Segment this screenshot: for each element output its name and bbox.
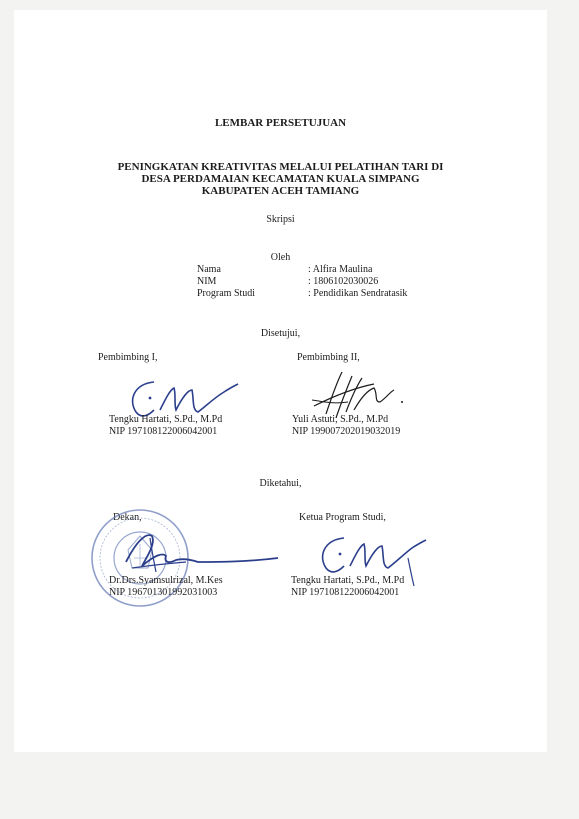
official-2-role: Ketua Program Studi, xyxy=(299,512,386,523)
official-1-nip: NIP 196701301992031003 xyxy=(109,587,218,598)
acknowledged-label: Diketahui, xyxy=(259,478,302,489)
author-nim-label: NIM xyxy=(197,276,217,287)
official-1-role: Dekan, xyxy=(113,512,142,523)
title-line-3: KABUPATEN ACEH TAMIANG xyxy=(201,185,360,197)
title-line-1: PENINGKATAN KREATIVITAS MELALUI PELATIHAN TARI DI xyxy=(117,161,444,173)
author-program-label: Program Studi xyxy=(197,288,256,299)
official-2-nip: NIP 197108122006042001 xyxy=(291,587,400,598)
approved-label: Disetujui, xyxy=(260,328,301,339)
official-2-name: Tengku Hartati, S.Pd., M.Pd xyxy=(291,575,405,586)
document-page xyxy=(14,10,547,752)
supervisor-2-role: Pembimbing II, xyxy=(297,352,360,363)
author-name-value: : Alfira Maulina xyxy=(308,264,373,275)
document-heading: LEMBAR PERSETUJUAN xyxy=(214,117,347,129)
document-type: Skripsi xyxy=(266,214,295,225)
official-1-name: Dr.Drs.Syamsulrizal, M.Kes xyxy=(109,575,223,586)
supervisor-1-role: Pembimbing I, xyxy=(98,352,158,363)
supervisor-2-nip: NIP 199007202019032019 xyxy=(292,426,401,437)
author-name-label: Nama xyxy=(197,264,221,275)
author-by-label: Oleh xyxy=(270,252,291,263)
title-line-2: DESA PERDAMAIAN KECAMATAN KUALA SIMPANG xyxy=(141,173,420,185)
supervisor-1-nip: NIP 197108122006042001 xyxy=(109,426,218,437)
supervisor-1-name: Tengku Hartati, S.Pd., M.Pd xyxy=(109,414,223,425)
author-program-value: : Pendidikan Sendratasik xyxy=(308,288,408,299)
author-nim-value: : 1806102030026 xyxy=(308,276,379,287)
supervisor-2-name: Yuli Astuti, S.Pd., M.Pd xyxy=(292,414,389,425)
